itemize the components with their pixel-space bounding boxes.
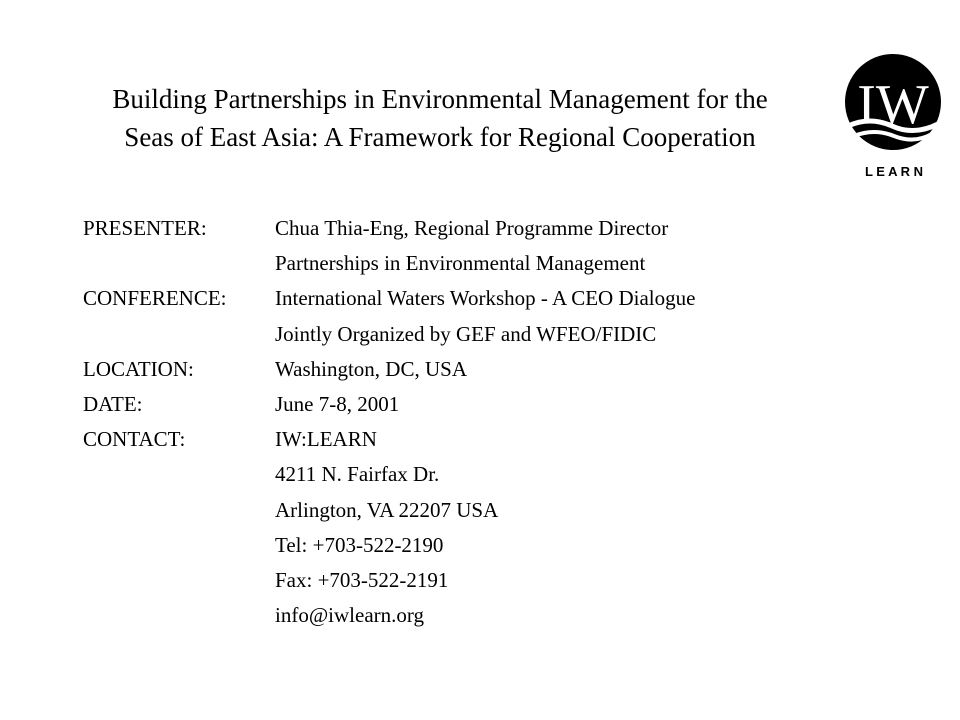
presenter-affiliation: Partnerships in Environmental Management [275,251,646,276]
contact-fax: Fax: +703-522-2191 [275,568,449,593]
location-label: LOCATION: [83,356,194,381]
contact-label: CONTACT: [83,427,186,452]
conference-organizers: Jointly Organized by GEF and WFEO/FIDIC [275,321,657,346]
slide-title [30,80,850,156]
conference-row [83,281,695,316]
title-line-1: Building Partnerships in Environmental Management for the [112,84,768,114]
date-value: June 7-8, 2001 [275,392,400,417]
location-row [83,352,695,387]
presenter-row [83,211,695,246]
contact-city: Arlington, VA 22207 USA [275,497,499,522]
presenter-value: Chua Thia-Eng, Regional Programme Director [275,216,669,240]
contact-tel: Tel: +703-522-2190 [275,532,444,557]
presenter-row-2 [83,246,695,281]
iw-learn-logo [832,52,956,182]
contact-row [83,422,695,457]
presentation-details [83,211,695,633]
conference-label: CONFERENCE: [83,286,227,311]
logo-word: L E A R N [864,164,924,179]
contact-fax-row [83,563,695,598]
presenter-label: PRESENTER: [83,216,207,240]
contact-tel-row [83,528,695,563]
conference-row-2 [83,317,695,352]
contact-org: IW:LEARN [275,427,377,452]
contact-email-row [83,598,695,633]
date-label: DATE: [83,392,143,417]
contact-city-row [83,493,695,528]
date-row [83,387,695,422]
logo-mark: IW [857,74,929,136]
conference-value: International Waters Workshop - A CEO Dialogue [275,286,696,311]
title-line-2: Seas of East Asia: A Framework for Regional Cooperation [124,122,756,152]
contact-street-row [83,457,695,492]
location-value: Washington, DC, USA [275,356,467,381]
contact-email: info@iwlearn.org [275,603,424,628]
contact-street: 4211 N. Fairfax Dr. [275,462,440,487]
